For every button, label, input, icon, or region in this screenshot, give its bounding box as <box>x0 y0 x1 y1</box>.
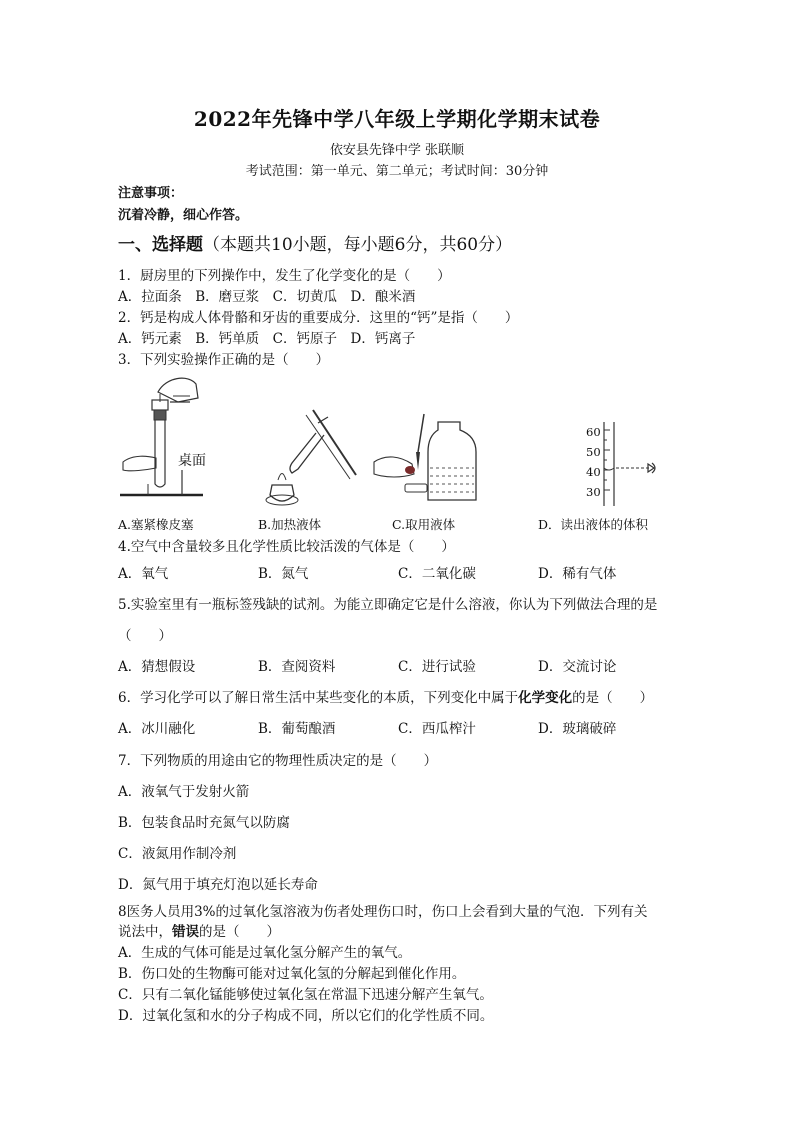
exam-scope: 考试范围：第一单元、第二单元；考试时间：30分钟 <box>245 164 549 179</box>
figure-c-dropper <box>372 412 487 502</box>
q3-option-c: C.取用液体 <box>392 517 456 532</box>
q5-option-d: D．交流讨论 <box>538 659 617 675</box>
scale-tick-60: 60 <box>586 425 601 439</box>
q7-option-c: C．液氮用作制冷剂 <box>118 846 237 862</box>
q6-stem-pre: 6．学习化学可以了解日常生活中某些变化的本质，下列变化中属于 <box>118 690 519 706</box>
q8-stem-cont-post: 的是（ ） <box>199 924 280 940</box>
q3-option-a: A.塞紧橡皮塞 <box>118 517 194 532</box>
q2-stem: 2．钙是构成人体骨骼和牙齿的重要成分．这里的“钙”是指（ ） <box>118 310 519 326</box>
section-1-note: （本题共10小题，每小题6分，共60分） <box>203 235 513 255</box>
q4-option-b: B．氮气 <box>258 566 309 582</box>
figure-b-heating <box>258 405 363 510</box>
figure-a-desk-label: 桌面 <box>178 453 206 469</box>
scale-tick-40: 40 <box>586 465 601 479</box>
q8-stem-cont-pre: 说法中， <box>118 924 172 940</box>
q4-stem: 4.空气中含量较多且化学性质比较活泼的气体是（ ） <box>118 539 455 555</box>
q8-stem-cont-bold: 错误 <box>172 924 199 940</box>
q4-option-c: C．二氧化碳 <box>398 566 476 582</box>
q2-options: A．钙元素 B．钙单质 C．钙原子 D．钙离子 <box>118 331 416 347</box>
q6-stem-post: 的是（ ） <box>572 690 654 706</box>
q5-stem-cont: （ ） <box>118 628 172 644</box>
q7-option-d: D．氮气用于填充灯泡以延长寿命 <box>118 877 318 893</box>
q4-option-d: D．稀有气体 <box>538 566 617 582</box>
q8-option-b: B．伤口处的生物酶可能对过氧化氢的分解起到催化作用。 <box>118 966 466 982</box>
q3-option-d: D．读出液体的体积 <box>538 517 649 532</box>
q6-option-c: C．西瓜榨汁 <box>398 721 476 737</box>
q6-stem-bold: 化学变化 <box>518 690 573 706</box>
notice-label: 注意事项： <box>118 186 184 201</box>
q7-option-b: B．包装食品时充氮气以防腐 <box>118 815 290 831</box>
q7-option-a: A．液氧气于发射火箭 <box>118 784 250 800</box>
q8-option-d: D．过氧化氢和水的分子构成不同，所以它们的化学性质不同。 <box>118 1008 494 1024</box>
figure-a-stopper <box>118 372 213 507</box>
q1-stem: 1．厨房里的下列操作中，发生了化学变化的是（ ） <box>118 268 451 284</box>
q5-option-b: B．查阅资料 <box>258 659 336 675</box>
section-1-heading <box>118 230 512 255</box>
q5-option-a: A．猜想假设 <box>118 659 196 675</box>
q5-stem: 5.实验室里有一瓶标签残缺的试剂。为能立即确定它是什么溶液，你认为下列做法合理的是 <box>118 597 658 613</box>
notice-text: 沉着冷静，细心作答。 <box>118 208 249 223</box>
q8-option-c: C．只有二氧化锰能够使过氧化氢在常温下迅速分解产生氧气。 <box>118 987 493 1003</box>
scale-tick-50: 50 <box>586 445 601 459</box>
q3-option-b: B.加热液体 <box>258 517 322 532</box>
section-1-title: 一、选择题 <box>118 235 203 255</box>
q5-option-c: C．进行试验 <box>398 659 476 675</box>
q6-option-a: A．冰川融化 <box>118 721 196 737</box>
q8-stem: 8医务人员用3%的过氧化氢溶液为伤者处理伤口时，伤口上会看到大量的气泡．下列有关 <box>118 904 648 920</box>
author-line: 依安县先锋中学 张联顺 <box>329 143 465 158</box>
q6-option-d: D．玻璃破碎 <box>538 721 617 737</box>
q6-option-b: B．葡萄酿酒 <box>258 721 336 737</box>
q4-option-a: A．氧气 <box>118 566 169 582</box>
exam-title: 2022年先锋中学八年级上学期化学期末试卷 <box>193 107 601 131</box>
q8-option-a: A．生成的气体可能是过氧化氢分解产生的氧气。 <box>118 945 412 961</box>
q8-stem-cont <box>118 920 280 940</box>
q6-stem <box>118 686 653 706</box>
q1-options: A．拉面条 B．磨豆浆 C．切黄瓜 D．酿米酒 <box>118 289 416 305</box>
q3-stem: 3．下列实验操作正确的是（ ） <box>118 352 330 368</box>
q7-stem: 7．下列物质的用途由它的物理性质决定的是（ ） <box>118 753 438 769</box>
scale-tick-30: 30 <box>586 485 601 499</box>
